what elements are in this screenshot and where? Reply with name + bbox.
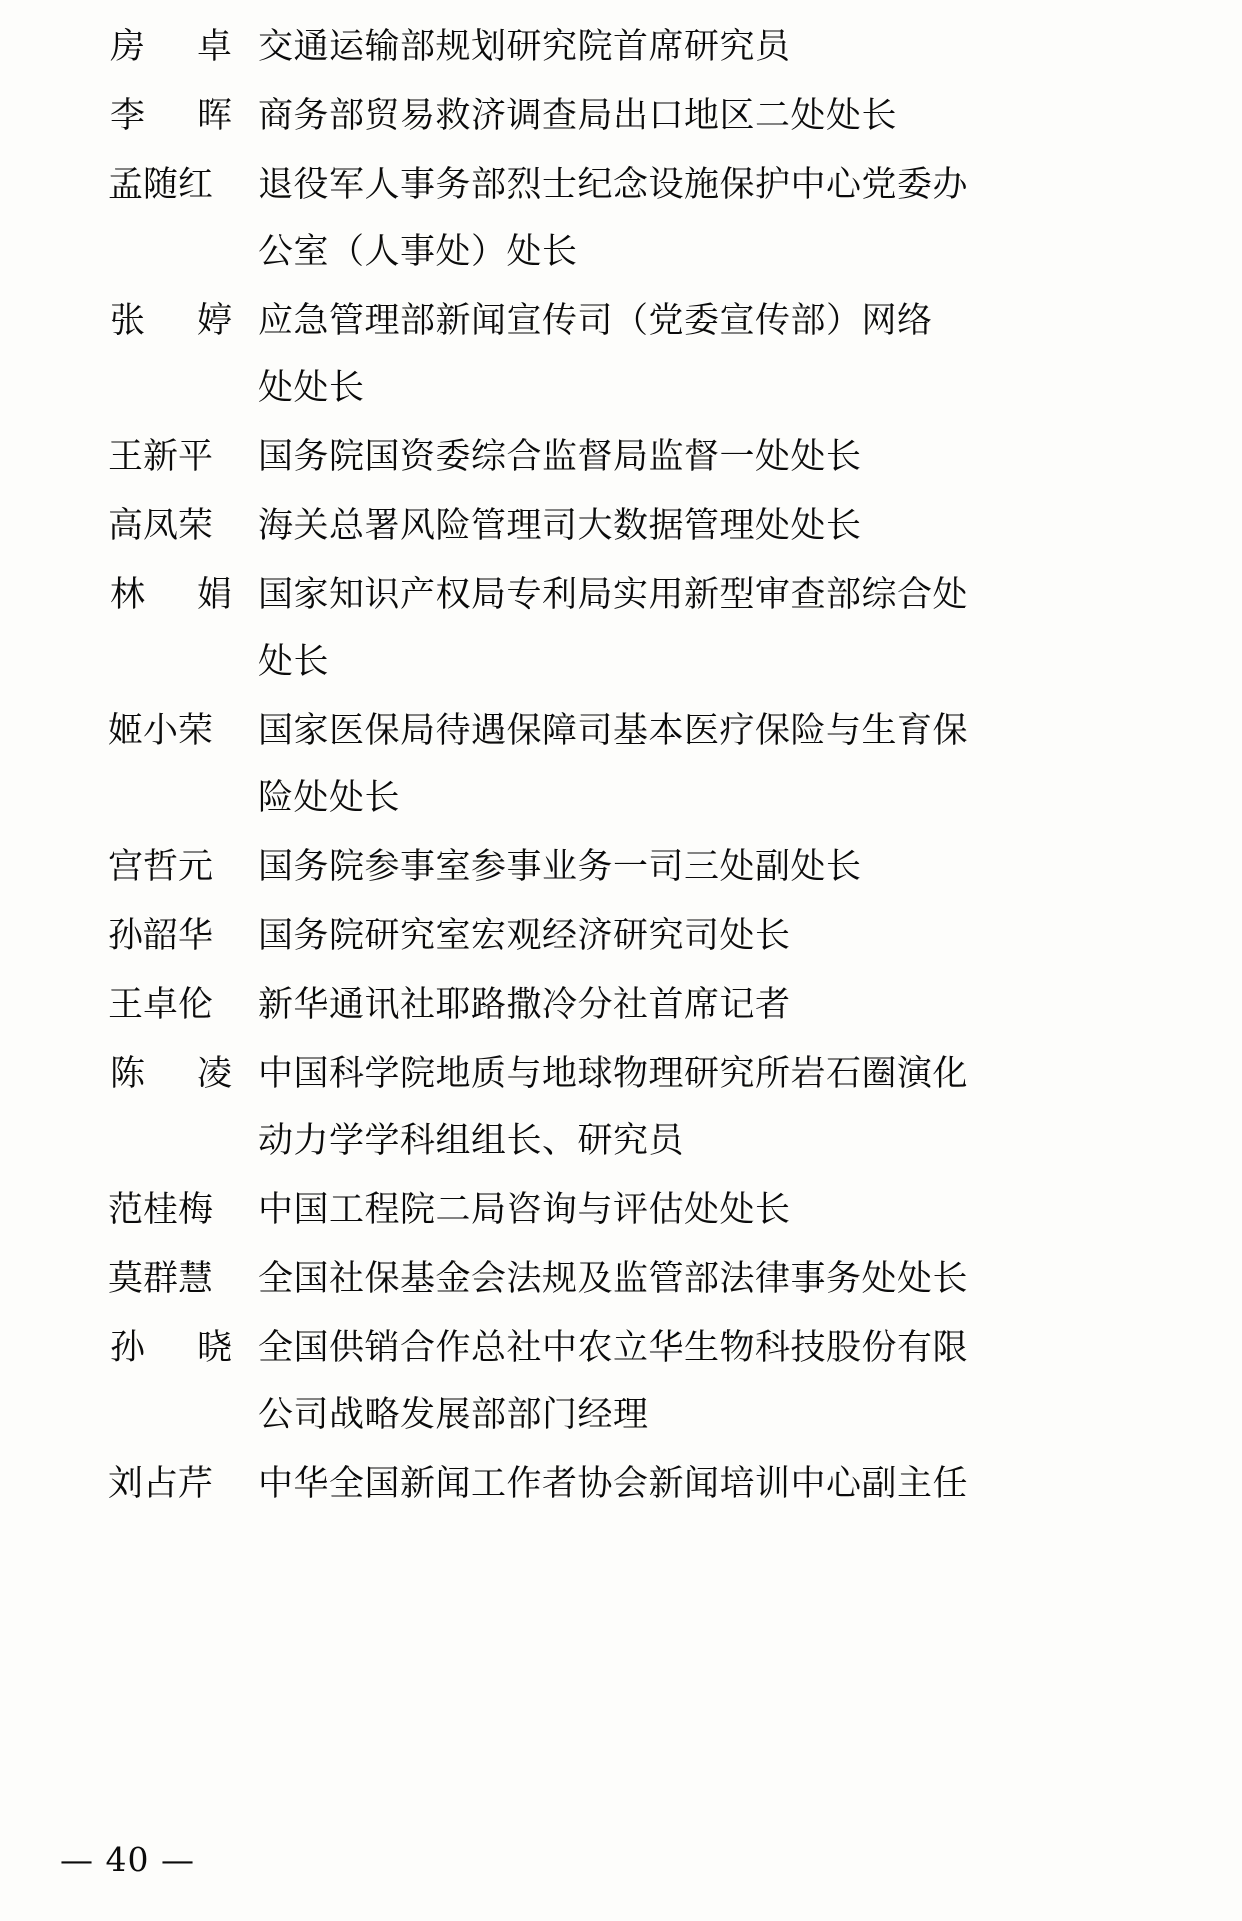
title-line: 国家医保局待遇保障司基本医疗保险与生育保	[258, 711, 969, 751]
person-title	[258, 698, 1128, 832]
title-line: 全国社保基金会法规及监管部法律事务处处长	[258, 1259, 969, 1299]
person-name: 莫群慧	[108, 1259, 214, 1299]
list-item	[108, 288, 1128, 422]
title-line: 全国供销合作总社中农立华生物科技股份有限	[258, 1328, 969, 1368]
person-name	[108, 1315, 258, 1382]
list-item	[108, 562, 1128, 696]
name-char: 凌	[196, 1054, 232, 1094]
person-title	[258, 1315, 1128, 1449]
name-char: 卓	[196, 27, 232, 67]
name-char: 孙	[110, 1328, 146, 1368]
person-name: 孙韶华	[108, 916, 214, 956]
person-name: 范桂梅	[108, 1190, 214, 1230]
person-name: 刘占芹	[108, 1464, 214, 1504]
title-line: 处长	[258, 642, 330, 682]
person-title	[258, 424, 1128, 491]
page-number: — 40 —	[60, 1840, 195, 1879]
list-item	[108, 698, 1128, 832]
name-char: 晖	[196, 96, 232, 136]
person-title	[258, 562, 1128, 696]
person-name	[108, 1041, 258, 1108]
person-title	[258, 1451, 1128, 1518]
title-line: 中华全国新闻工作者协会新闻培训中心副主任	[258, 1464, 969, 1504]
title-line: 新华通讯社耶路撒冷分社首席记者	[258, 985, 791, 1025]
name-char: 婷	[196, 301, 232, 341]
person-name: 高凤荣	[108, 506, 214, 546]
title-line: 交通运输部规划研究院首席研究员	[258, 27, 791, 67]
title-line: 公室（人事处）处长	[258, 232, 578, 272]
title-line: 退役军人事务部烈士纪念设施保护中心党委办	[258, 165, 969, 205]
person-title	[258, 83, 1128, 150]
person-name	[108, 288, 258, 355]
name-char: 李	[110, 96, 146, 136]
person-title	[258, 903, 1128, 970]
list-item	[108, 493, 1128, 560]
list-item	[108, 972, 1128, 1039]
title-line: 中国工程院二局咨询与评估处处长	[258, 1190, 791, 1230]
person-name: 宫哲元	[108, 847, 214, 887]
list-item	[108, 1451, 1128, 1518]
person-name: 孟随红	[108, 165, 214, 205]
person-title	[258, 1177, 1128, 1244]
person-title	[258, 834, 1128, 901]
person-name: 王新平	[108, 437, 214, 477]
person-name	[108, 83, 258, 150]
list-item	[108, 834, 1128, 901]
title-line: 国务院研究室宏观经济研究司处长	[258, 916, 791, 956]
title-line: 国务院参事室参事业务一司三处副处长	[258, 847, 862, 887]
name-char: 陈	[110, 1054, 146, 1094]
person-name	[108, 562, 258, 629]
person-title	[258, 152, 1128, 286]
title-line: 国家知识产权局专利局实用新型审查部综合处	[258, 575, 969, 615]
person-title	[258, 493, 1128, 560]
list-item	[108, 1177, 1128, 1244]
person-name: 王卓伦	[108, 985, 214, 1025]
list-item	[108, 14, 1128, 81]
title-line: 动力学学科组组长、研究员	[258, 1121, 685, 1161]
person-title	[258, 972, 1128, 1039]
title-line: 公司战略发展部部门经理	[258, 1395, 649, 1435]
title-line: 应急管理部新闻宣传司（党委宣传部）网络	[258, 301, 933, 341]
roster-list	[108, 14, 1128, 1520]
list-item	[108, 1246, 1128, 1313]
person-name: 姬小荣	[108, 711, 214, 751]
title-line: 国务院国资委综合监督局监督一处处长	[258, 437, 862, 477]
title-line: 中国科学院地质与地球物理研究所岩石圈演化	[258, 1054, 969, 1094]
name-char: 林	[110, 575, 146, 615]
title-line: 商务部贸易救济调查局出口地区二处处长	[258, 96, 898, 136]
list-item	[108, 424, 1128, 491]
list-item	[108, 903, 1128, 970]
name-char: 张	[110, 301, 146, 341]
name-char: 晓	[196, 1328, 232, 1368]
title-line: 处处长	[258, 368, 365, 408]
title-line: 险处处长	[258, 778, 401, 818]
list-item	[108, 1315, 1128, 1449]
name-char: 房	[110, 27, 146, 67]
person-title	[258, 14, 1128, 81]
person-title	[258, 288, 1128, 422]
person-name	[108, 14, 258, 81]
title-line: 海关总署风险管理司大数据管理处处长	[258, 506, 862, 546]
person-title	[258, 1041, 1128, 1175]
name-char: 娟	[196, 575, 232, 615]
person-title	[258, 1246, 1128, 1313]
list-item	[108, 1041, 1128, 1175]
list-item	[108, 83, 1128, 150]
list-item	[108, 152, 1128, 286]
